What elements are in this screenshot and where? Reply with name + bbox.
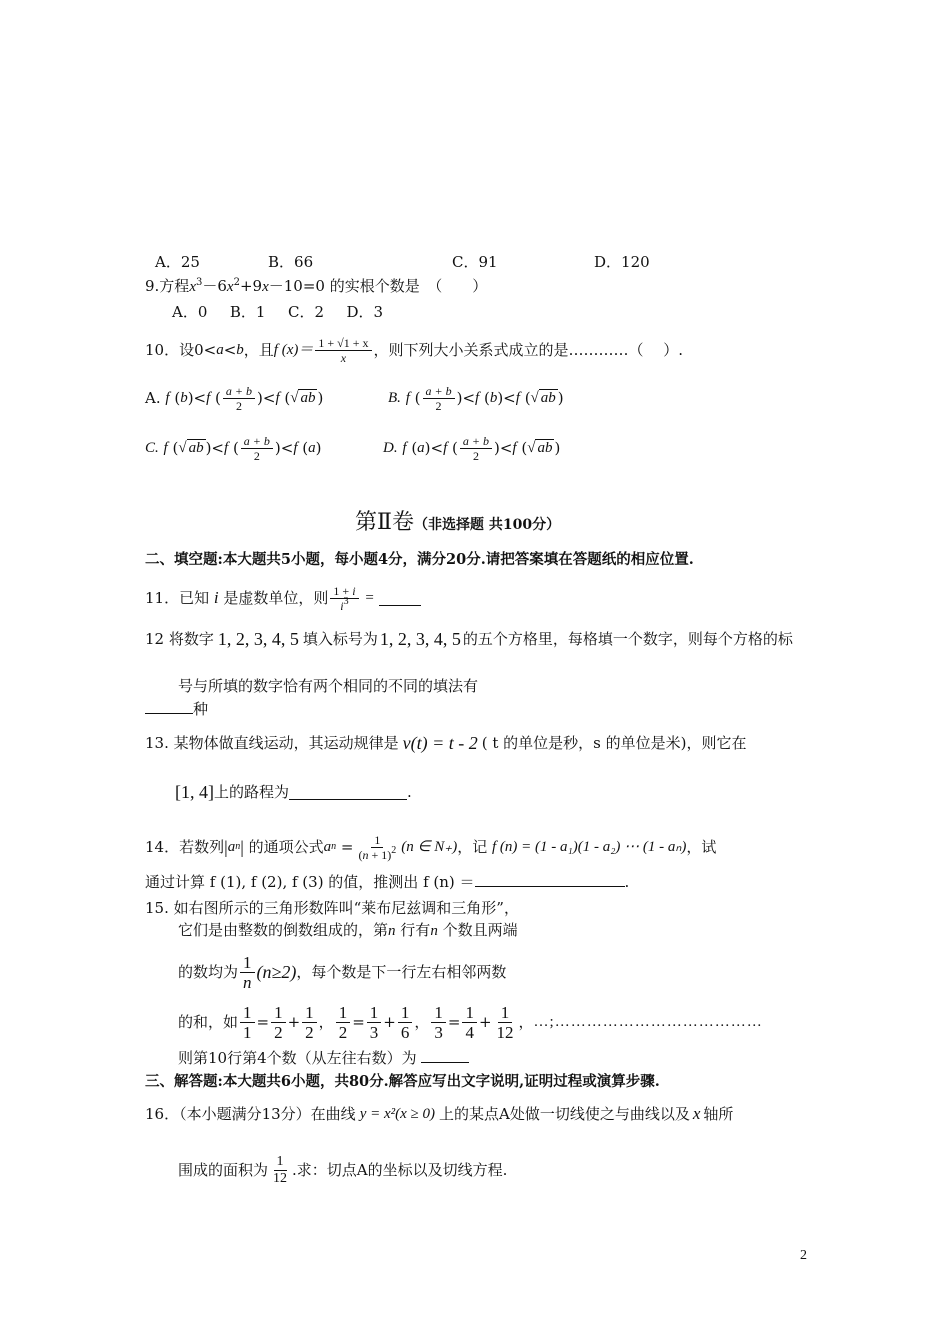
q16-stem: 16．（本小题满分13分）在曲线 y = x²(x ≥ 0) 上的某点A处做一切线使之与曲线以及 x 轴所: [145, 1104, 734, 1123]
q10-option-c: C. f ( √ ab )< f ( $\frac{a + b}{2}$ )< f ( a ): [145, 433, 322, 463]
q10-option-a: A. f ( b )< f ( $\frac{a + b}{2}$ )< f ( √ ab ): [145, 383, 324, 413]
q10-option-b: B. f ( $\frac{a + b}{2}$ )< f ( b )< f ( √ ab ): [388, 383, 564, 413]
q15-line2: 它们是由整数的倒数组成的，第n 行有n 个数且两端: [178, 921, 518, 939]
section2-heading: 二、填空题:本大题共5小题，每小题4分，满分20分.请把答案填在答题纸的相应位置.: [145, 551, 694, 568]
section3-heading: 三、解答题:本大题共6小题，共80分.解答应写出文字说明,证明过程或演算步骤.: [145, 1073, 660, 1090]
q13-line2: [1, 4] 上的路程为 .: [175, 782, 412, 802]
q8-option-b: B．66: [268, 253, 314, 271]
q15-line5: 则第10行第4个数（从左往右数）为: [178, 1048, 469, 1068]
q13-answer-blank[interactable]: [289, 785, 407, 800]
q15-line1: 15. 如右图所示的三角形数阵叫“莱布尼兹调和三角形”，: [145, 899, 519, 917]
q10-option-d: D. f ( a )< f ( $\frac{a + b}{2}$ )< f ( √ ab ): [383, 433, 561, 463]
q12-line2: 号与所填的数字恰有两个相同的不同的填法有: [178, 677, 479, 695]
q10-fraction: $\frac{1 + √1 + x}{x}$: [315, 336, 371, 365]
q9-options: A．0 B．1 C．2 D．3: [172, 303, 384, 321]
q8-option-a: A．25: [155, 253, 200, 271]
q9-stem: 9.方程$x^3-6x^2+9x-10=0$ 的实根个数是 （ ）: [145, 277, 488, 295]
q13-stem: 13. 某物体做直线运动，其运动规律是 v(t) = t - 2 ( t 的单位是秒，s 的单位是米)，则它在: [145, 733, 747, 753]
q11-answer-blank[interactable]: [379, 591, 421, 606]
q16-line2: 围成的面积为 $\frac{1}{12}$ .求：切点A的坐标以及切线方程.: [178, 1153, 508, 1186]
q12-line3: 种: [145, 699, 208, 719]
q12-answer-blank[interactable]: [145, 699, 193, 714]
q11-fraction: $\frac{1 + i}{i^3}$: [330, 584, 358, 613]
q15-answer-blank[interactable]: [421, 1048, 469, 1063]
q12-stem: 12 将数字 1, 2, 3, 4, 5 填入标号为 1, 2, 3, 4, 5 的五个方格里，每格填一个数字，则每个方格的标: [145, 629, 793, 649]
q14-line2: 通过计算 f (1), f (2), f (3) 的值，推测出 f (n) ＝ .: [145, 873, 630, 891]
q10-stem: 10．设0< a < b ，且 f (x)＝ $\frac{1 + √1 + x}{x}$ ，则下列大小关系式成立的是…………（ ）.: [145, 335, 684, 365]
q15-line4: 的和，如 $\frac{1}{1}$ = $\frac{1}{2}$ + $\frac{1}{2}$ ， $\frac{1}{2}$ = $\frac{1}{3}$ + $\frac{1}{6}$ ， $\frac{1}{3}$ = $\frac{1}{4}$ + $\frac{1}{12}$ ， …;…………………………………: [178, 1002, 763, 1042]
part2-title: 第Ⅱ卷（非选择题 共100分）: [355, 510, 561, 535]
q8-option-c: C．91: [452, 253, 498, 271]
q8-option-d: D．120: [594, 253, 650, 271]
q11-stem: 11．已知 i 是虚数单位，则 $\frac{1 + i}{i^3}$ =: [145, 578, 421, 618]
q14-fraction: $\frac{1}{(n + 1)^2}$: [358, 832, 397, 862]
q14-stem: 14．若数列 | a n | 的通项公式 a n = $\frac{1}{(n + 1)^2}$ (n ∈ N₊) ，记 f (n) = (1 - a₁)(1 - a₂) ⋯ (1 - aₙ) ，试: [145, 832, 717, 862]
page-number: 2: [800, 1248, 807, 1263]
q15-line3: 的数均为 $\frac{1}{n}$ (n≥2) ，每个数是下一行左右相邻两数: [178, 952, 507, 992]
q14-answer-blank[interactable]: [475, 872, 625, 887]
